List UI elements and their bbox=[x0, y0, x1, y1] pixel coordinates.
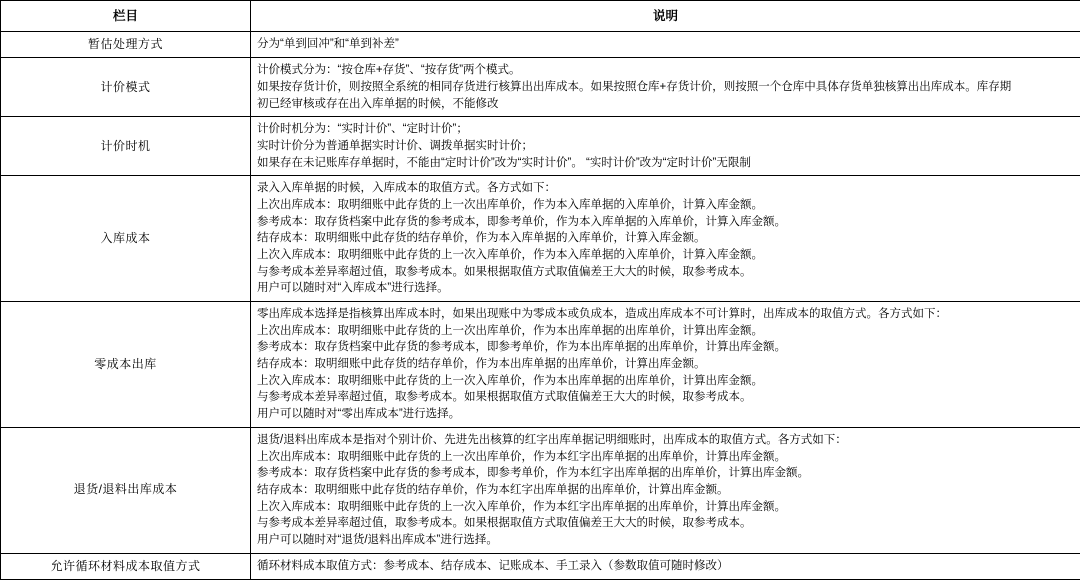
row-item-name: 入库成本 bbox=[1, 176, 251, 302]
table-row bbox=[1, 58, 1080, 117]
table-header bbox=[1, 1, 1080, 32]
description-line: 上次入库成本：取明细账中此存货的上一次入库单价，作为本入库单据的入库单价，计算入库金额。 bbox=[257, 247, 1074, 264]
row-description bbox=[251, 553, 1080, 579]
description-line: 用户可以随时对“零出库成本”进行选择。 bbox=[257, 406, 1074, 423]
row-description bbox=[251, 427, 1080, 553]
description-line: 结存成本：取明细账中此存货的结存单价，作为本红字出库单据的出库单价，计算出库金额。 bbox=[257, 482, 1074, 499]
description-line: 分为“单到回冲”和“单到补差” bbox=[257, 36, 1074, 53]
row-description bbox=[251, 302, 1080, 428]
row-description bbox=[251, 117, 1080, 176]
column-header-description: 说明 bbox=[251, 1, 1080, 32]
table-row bbox=[1, 32, 1080, 58]
description-line: 如果按存货计价，则按照全系统的相同存货进行核算出出库成本。如果按照仓库+存货计价，则按照一个仓库中具体存货单独核算出出库成本。库存期 bbox=[257, 79, 1074, 96]
description-line: 上次出库成本：取明细账中此存货的上一次出库单价，作为本出库单据的出库单价，计算出库金额。 bbox=[257, 323, 1074, 340]
description-line: 参考成本：取存货档案中此存货的参考成本，即参考单价，作为本红字出库单据的出库单价，计算出库金额。 bbox=[257, 465, 1074, 482]
description-line: 计价时机分为：“实时计价”、“定时计价”； bbox=[257, 121, 1074, 138]
row-description bbox=[251, 176, 1080, 302]
row-item-name: 暂估处理方式 bbox=[1, 32, 251, 58]
table-row bbox=[1, 176, 1080, 302]
description-line: 循环材料成本取值方式：参考成本、结存成本、记账成本、手工录入（参数取值可随时修改） bbox=[257, 558, 1074, 575]
description-line: 上次入库成本：取明细账中此存货的上一次入库单价，作为本红字出库单据的出库单价，计算出库金额。 bbox=[257, 499, 1074, 516]
table-row bbox=[1, 553, 1080, 579]
table-header-row bbox=[1, 1, 1080, 32]
description-line: 参考成本：取存货档案中此存货的参考成本，即参考单价，作为本入库单据的入库单价，计算入库金额。 bbox=[257, 214, 1074, 231]
description-line: 实时计价分为普通单据实时计价、调拨单据实时计价； bbox=[257, 138, 1074, 155]
column-header-item: 栏目 bbox=[1, 1, 251, 32]
description-line: 参考成本：取存货档案中此存货的参考成本，即参考单价，作为本出库单据的出库单价，计算出库金额。 bbox=[257, 339, 1074, 356]
description-line: 如果存在未记账库存单据时，不能由“定时计价”改为“实时计价”。 “实时计价”改为“定时计价”无限制 bbox=[257, 155, 1074, 172]
row-description bbox=[251, 58, 1080, 117]
description-line: 与参考成本差异率超过值，取参考成本。如果根据取值方式取值偏差王大大的时候，取参考成本。 bbox=[257, 389, 1074, 406]
table-row bbox=[1, 427, 1080, 553]
description-line: 结存成本：取明细账中此存货的结存单价，作为本入库单据的入库单价，计算入库金额。 bbox=[257, 230, 1074, 247]
row-item-name: 计价时机 bbox=[1, 117, 251, 176]
row-item-name: 零成本出库 bbox=[1, 302, 251, 428]
description-line: 用户可以随时对“退货/退料出库成本”进行选择。 bbox=[257, 532, 1074, 549]
row-item-name: 计价模式 bbox=[1, 58, 251, 117]
description-line: 退货/退料出库成本是指对个别计价、先进先出核算的红字出库单据记明细账时，出库成本的取值方式。各方式如下： bbox=[257, 432, 1074, 449]
row-item-name: 退货/退料出库成本 bbox=[1, 427, 251, 553]
description-line: 上次出库成本：取明细账中此存货的上一次出库单价，作为本入库单据的入库单价，计算入库金额。 bbox=[257, 197, 1074, 214]
description-line: 用户可以随时对“入库成本”进行选择。 bbox=[257, 280, 1074, 297]
description-line: 上次入库成本：取明细账中此存货的上一次入库单价，作为本出库单据的出库单价，计算出库金额。 bbox=[257, 373, 1074, 390]
description-line: 计价模式分为：“按仓库+存货”、“按存货”两个模式。 bbox=[257, 62, 1074, 79]
description-line: 上次出库成本：取明细账中此存货的上一次出库单价，作为本红字出库单据的出库单价，计算出库金额。 bbox=[257, 449, 1074, 466]
row-description bbox=[251, 32, 1080, 58]
table-row bbox=[1, 302, 1080, 428]
description-line: 零出库成本选择是指核算出库成本时，如果出现账中为零成本或负成本，造成出库成本不可计算时，出库成本的取值方式。各方式如下： bbox=[257, 306, 1074, 323]
description-line: 初已经审核或存在出入库单据的时候，不能修改 bbox=[257, 96, 1074, 113]
description-line: 与参考成本差异率超过值，取参考成本。如果根据取值方式取值偏差王大大的时候，取参考成本。 bbox=[257, 264, 1074, 281]
table-row bbox=[1, 117, 1080, 176]
table-body bbox=[1, 32, 1080, 580]
row-item-name: 允许循环材料成本取值方式 bbox=[1, 553, 251, 579]
description-line: 与参考成本差异率超过值，取参考成本。如果根据取值方式取值偏差王大大的时候，取参考成本。 bbox=[257, 515, 1074, 532]
description-line: 结存成本：取明细账中此存货的结存单价，作为本出库单据的出库单价，计算出库金额。 bbox=[257, 356, 1074, 373]
description-line: 录入入库单据的时候，入库成本的取值方式。各方式如下： bbox=[257, 180, 1074, 197]
